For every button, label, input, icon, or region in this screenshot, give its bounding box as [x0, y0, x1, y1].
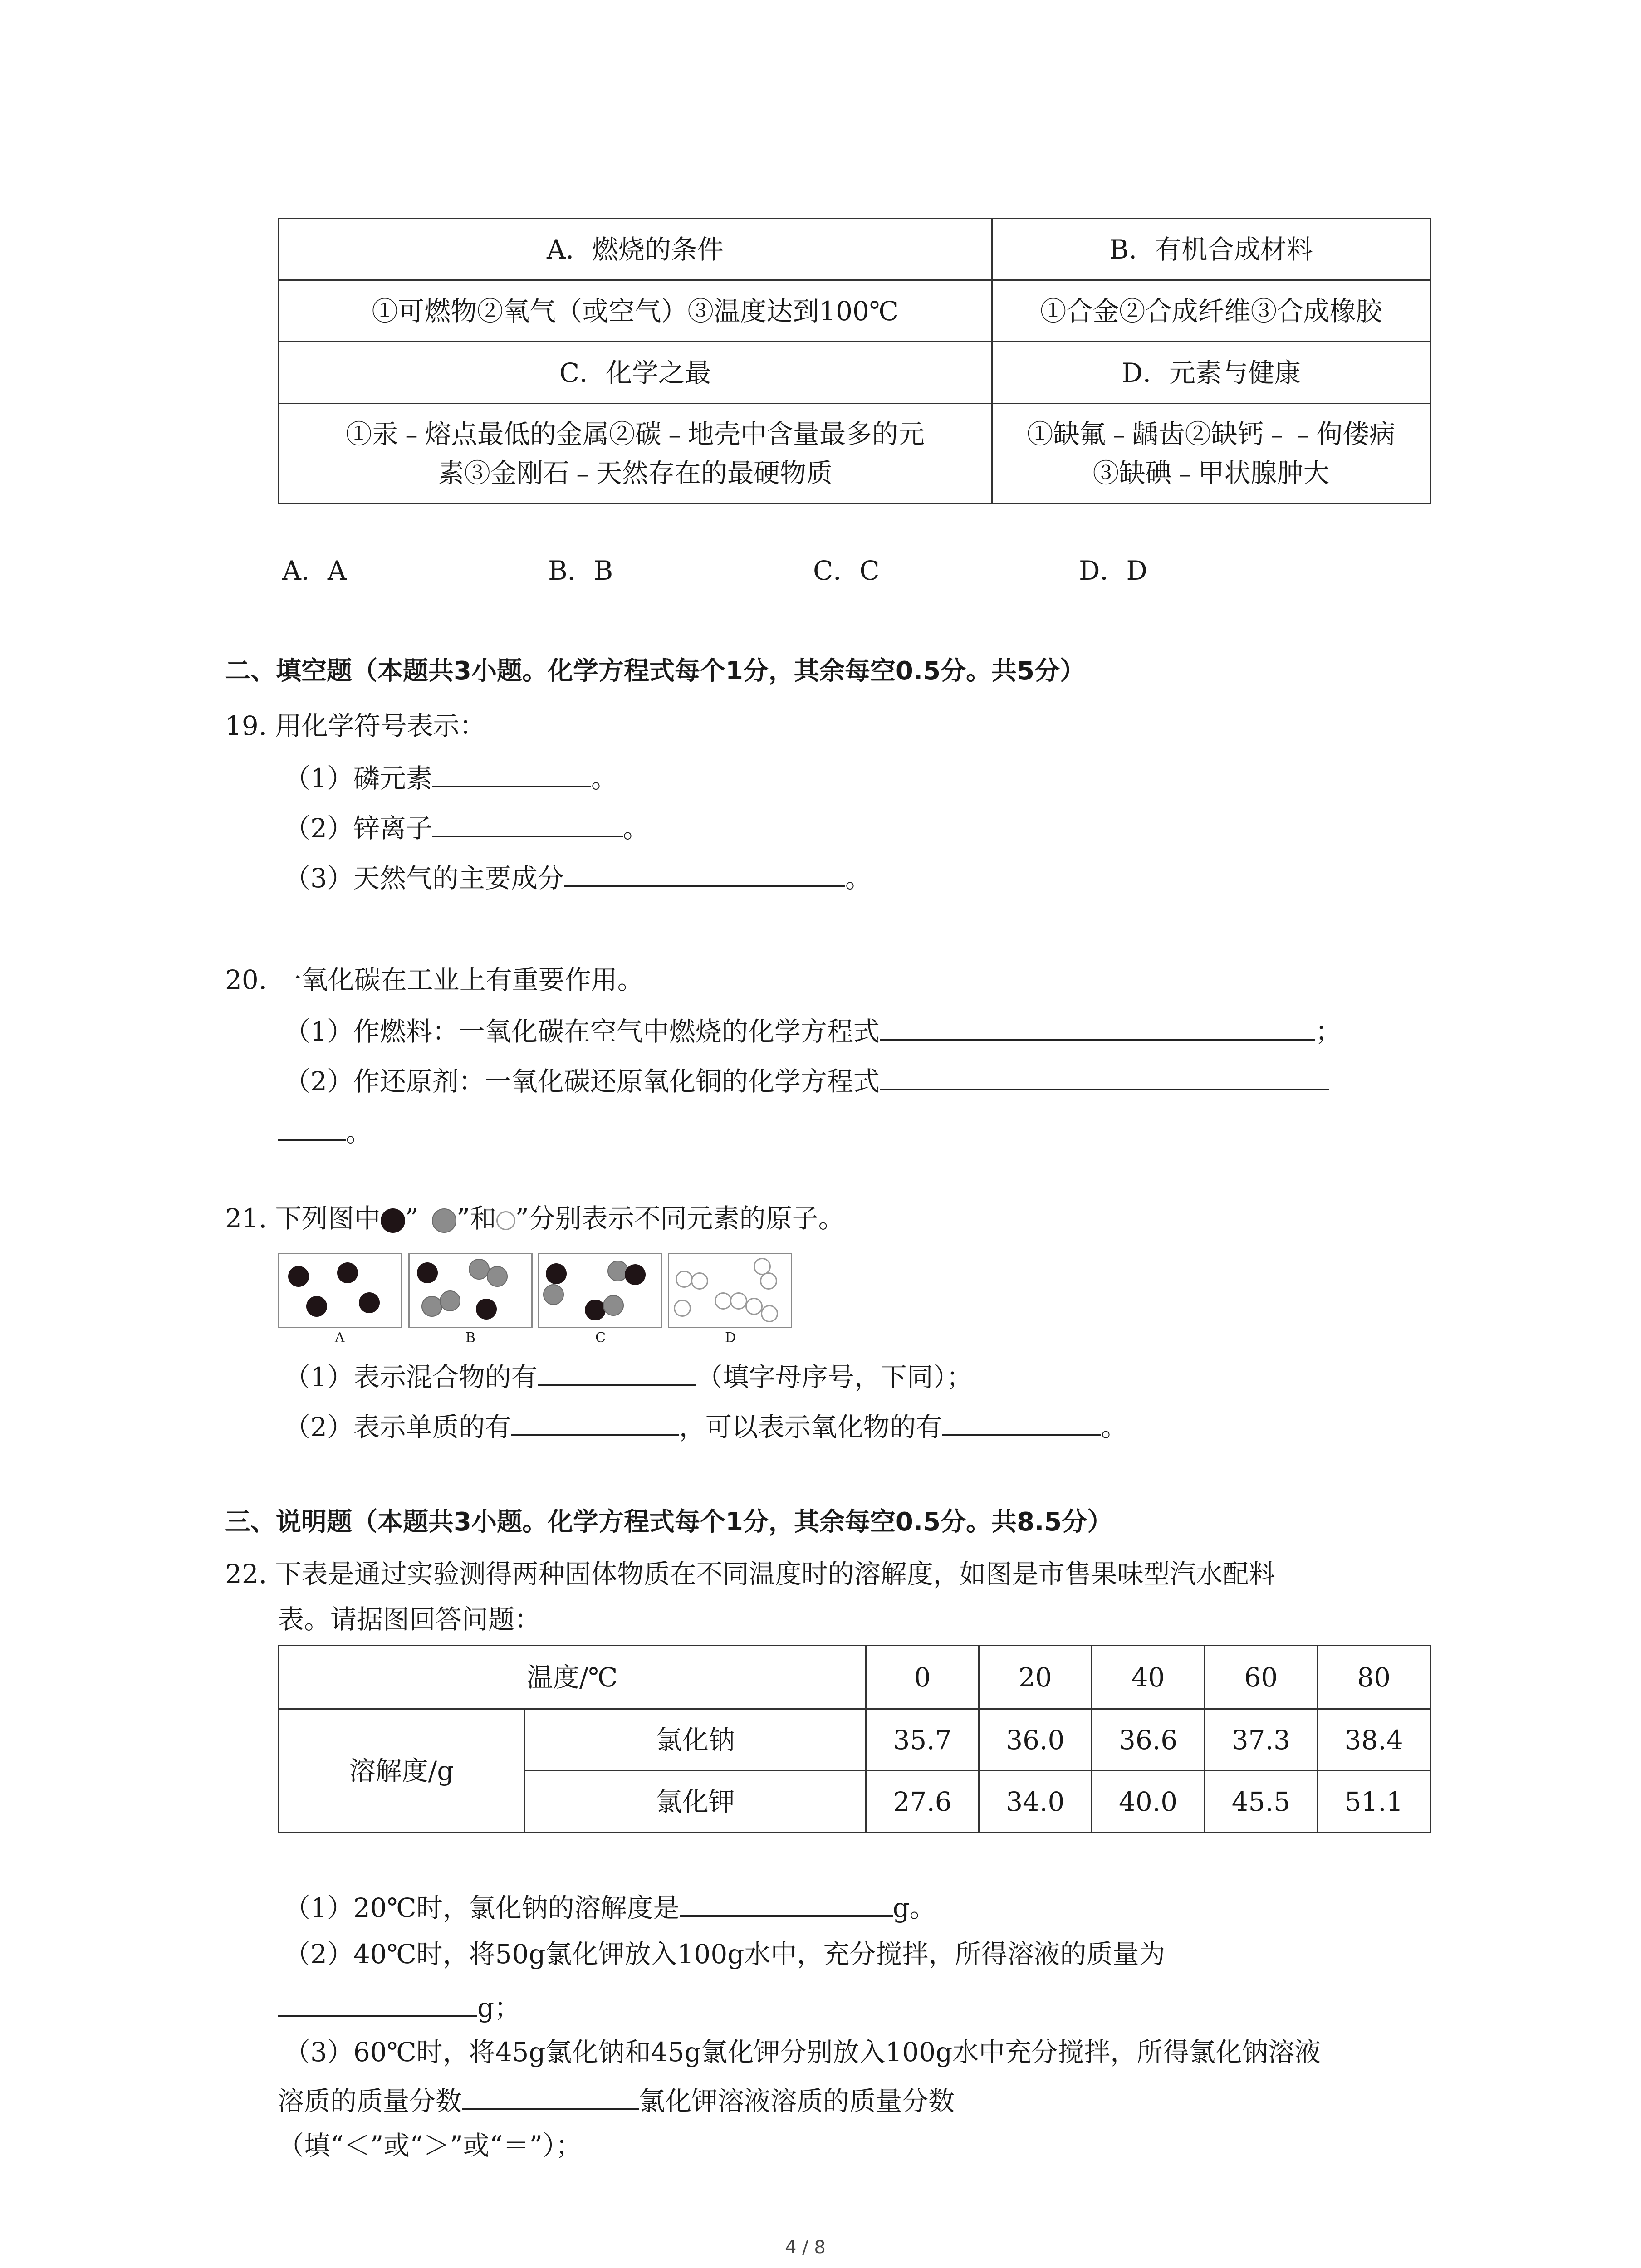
q20-part2-cont	[278, 1111, 372, 1150]
atom-white	[730, 1292, 747, 1310]
q22-answer-2[interactable]	[278, 1987, 477, 2017]
kcl-20: 34.0	[979, 1771, 1092, 1833]
atom-black	[476, 1299, 497, 1320]
q22-part3: （3）60℃时，将45g氯化钠和45g氯化钾分别放入100g水中充分搅拌，所得氯化钠溶液	[284, 2037, 1321, 2068]
atom-white	[760, 1272, 777, 1290]
option-a[interactable]: A．A	[282, 555, 347, 586]
q20-answer-2[interactable]	[880, 1061, 1329, 1090]
d-content-line-2: ③缺碘﹣甲状腺肿大	[1092, 457, 1330, 489]
q20-part2-end: 。	[346, 1117, 372, 1148]
q19-part3-text: （3）天然气的主要成分	[284, 863, 564, 894]
q19-answer-1[interactable]	[432, 758, 591, 787]
atom-black	[288, 1266, 309, 1287]
atom-black	[546, 1263, 567, 1284]
atom-black	[306, 1296, 327, 1317]
temp-80: 80	[1318, 1646, 1430, 1709]
q22-answer-1[interactable]	[680, 1887, 893, 1917]
q21-answer-3[interactable]	[942, 1406, 1101, 1436]
temp-60: 60	[1205, 1646, 1318, 1709]
table-cell-a-header: A．燃烧的条件	[279, 219, 992, 280]
q22-answer-3[interactable]	[462, 2080, 639, 2110]
q21-stem-a: 21. 下列图中	[225, 1203, 381, 1234]
q20-answer-1[interactable]	[880, 1011, 1315, 1041]
nacl-0: 35.7	[866, 1709, 979, 1771]
kcl-40: 40.0	[1092, 1771, 1205, 1833]
molecule-box-b	[408, 1253, 533, 1328]
nacl-60: 37.3	[1205, 1709, 1318, 1771]
q21-part1-note: （填字母序号，下同）；	[696, 1362, 973, 1393]
section3-heading: 三、说明题（本题共3小题。化学方程式每个1分，其余每空0.5分。共8.5分）	[225, 1507, 1113, 1537]
q19-part1	[284, 758, 617, 797]
molecule-label-a: A	[335, 1330, 345, 1346]
atom-white	[691, 1272, 708, 1290]
q21-stem-b: ”	[405, 1203, 419, 1234]
kcl-0: 27.6	[866, 1771, 979, 1833]
atom-gray	[543, 1284, 564, 1305]
q19-part3-end: 。	[845, 863, 872, 894]
temp-0: 0	[866, 1646, 979, 1709]
nacl-80: 38.4	[1318, 1709, 1430, 1771]
atom-white	[761, 1305, 778, 1322]
q20-stem: 20. 一氧化碳在工业上有重要作用。	[225, 964, 644, 995]
q20-part1	[284, 1011, 1342, 1050]
molecule-box-d	[668, 1253, 792, 1328]
c-content-line-2: 素③金刚石﹣天然存在的最硬物质	[437, 457, 833, 489]
black-atom-icon	[381, 1208, 405, 1233]
option-c[interactable]: C．C	[813, 555, 880, 586]
q19-part2-text: （2）锌离子	[284, 813, 432, 844]
q20-answer-2-cont[interactable]	[278, 1111, 346, 1141]
white-atom-icon	[496, 1211, 515, 1230]
option-d[interactable]: D．D	[1079, 555, 1148, 586]
solubility-table	[278, 1645, 1431, 1833]
section2-heading: 二、填空题（本题共3小题。化学方程式每个1分，其余每空0.5分。共5分）	[225, 656, 1086, 686]
q20-part2-text: （2）作还原剂：一氧化碳还原氧化铜的化学方程式	[284, 1066, 880, 1097]
q21-stem	[225, 1200, 845, 1237]
q22-part1-text: （1）20℃时，氯化钠的溶解度是	[284, 1892, 680, 1923]
q22-part1	[284, 1887, 936, 1926]
q19-answer-2[interactable]	[432, 807, 623, 837]
atom-black	[359, 1292, 380, 1313]
atom-gray	[487, 1266, 508, 1287]
row-name-kcl: 氯化钾	[525, 1771, 866, 1833]
q20-part1-text: （1）作燃料：一氧化碳在空气中燃烧的化学方程式	[284, 1016, 880, 1047]
atom-gray	[440, 1290, 460, 1311]
q22-part3-line2	[278, 2080, 955, 2119]
q21-answer-2[interactable]	[511, 1406, 679, 1436]
atom-white	[745, 1298, 763, 1315]
nacl-20: 36.0	[979, 1709, 1092, 1771]
q21-stem-c: ”和	[456, 1203, 496, 1234]
q22-part2-cont	[278, 1987, 520, 2026]
q19-part2	[284, 807, 649, 846]
kcl-80: 51.1	[1318, 1771, 1430, 1833]
q19-part1-end: 。	[591, 763, 617, 794]
nacl-40: 36.6	[1092, 1709, 1205, 1771]
page-number: 4 / 8	[785, 2237, 826, 2258]
atom-black	[625, 1264, 646, 1285]
table-cell-a-content: ①可燃物②氧气（或空气）③温度达到100℃	[279, 280, 992, 342]
atom-white	[674, 1300, 691, 1317]
atom-gray	[421, 1296, 442, 1317]
kcl-60: 45.5	[1205, 1771, 1318, 1833]
gray-atom-icon	[432, 1208, 456, 1233]
table-cell-b-header: B．有机合成材料	[992, 219, 1430, 280]
q19-part2-end: 。	[622, 813, 649, 844]
molecule-label-c: C	[595, 1330, 606, 1346]
d-content-line-1: ①缺氟﹣龋齿②缺钙﹣﹣佝偻病	[1027, 418, 1396, 450]
q22-part2-end: g；	[477, 1992, 521, 2023]
temp-20: 20	[979, 1646, 1092, 1709]
q22-part1-end: g。	[892, 1892, 936, 1923]
q21-part1-text: （1）表示混合物的有	[284, 1362, 538, 1393]
c-content-line-1: ①汞﹣熔点最低的金属②碳﹣地壳中含量最多的元	[345, 418, 925, 450]
atom-white	[676, 1271, 693, 1288]
q20-part1-end: ；	[1315, 1016, 1342, 1047]
table-cell-d-content	[992, 404, 1430, 503]
knowledge-table	[278, 218, 1431, 504]
q20-part2	[284, 1061, 1329, 1100]
atom-gray	[603, 1295, 624, 1316]
table-cell-c-content	[279, 404, 992, 503]
q19-stem: 19. 用化学符号表示：	[225, 710, 486, 741]
molecule-label-b: B	[465, 1330, 476, 1346]
q21-part2-end: 。	[1101, 1412, 1127, 1442]
atom-black	[585, 1300, 606, 1320]
temp-40: 40	[1092, 1646, 1205, 1709]
q19-part1-text: （1）磷元素	[284, 763, 432, 794]
atom-black	[337, 1262, 358, 1283]
molecule-box-a	[278, 1253, 402, 1328]
table-cell-c-header: C．化学之最	[279, 342, 992, 404]
q19-part3	[284, 857, 872, 896]
q19-answer-3[interactable]	[564, 857, 845, 887]
molecule-box-c	[538, 1253, 662, 1328]
q21-part2	[284, 1406, 1127, 1445]
q22-stem-line2: 表。请据图回答问题：	[278, 1604, 541, 1635]
q21-part2-text: （2）表示单质的有	[284, 1412, 511, 1442]
table-cell-d-header: D．元素与健康	[992, 342, 1430, 404]
table-cell-b-content: ①合金②合成纤维③合成橡胶	[992, 280, 1430, 342]
row-name-nacl: 氯化钠	[525, 1709, 866, 1771]
atom-white	[715, 1292, 732, 1310]
q22-part3-line3: （填“＜”或“＞”或“＝”）；	[278, 2130, 582, 2161]
q22-part3-text: 溶质的质量分数	[278, 2086, 462, 2116]
q21-stem-d: ”分别表示不同元素的原子。	[515, 1203, 845, 1234]
q22-part2: （2）40℃时，将50g氯化钾放入100g水中，充分搅拌，所得溶液的质量为	[284, 1939, 1166, 1970]
option-b[interactable]: B．B	[548, 555, 613, 586]
q21-part1	[284, 1356, 973, 1395]
molecule-label-d: D	[725, 1330, 736, 1346]
q21-part2-mid: ，可以表示氧化物的有	[679, 1412, 942, 1442]
solubility-label: 溶解度/g	[279, 1709, 525, 1833]
q22-stem-line1: 22. 下表是通过实验测得两种固体物质在不同温度时的溶解度，如图是市售果味型汽水配料	[225, 1559, 1275, 1589]
atom-black	[417, 1262, 438, 1283]
temp-header: 温度/℃	[279, 1646, 866, 1709]
q22-part3-rest: 氯化钾溶液溶质的质量分数	[639, 2086, 955, 2116]
q21-answer-1[interactable]	[538, 1356, 696, 1386]
